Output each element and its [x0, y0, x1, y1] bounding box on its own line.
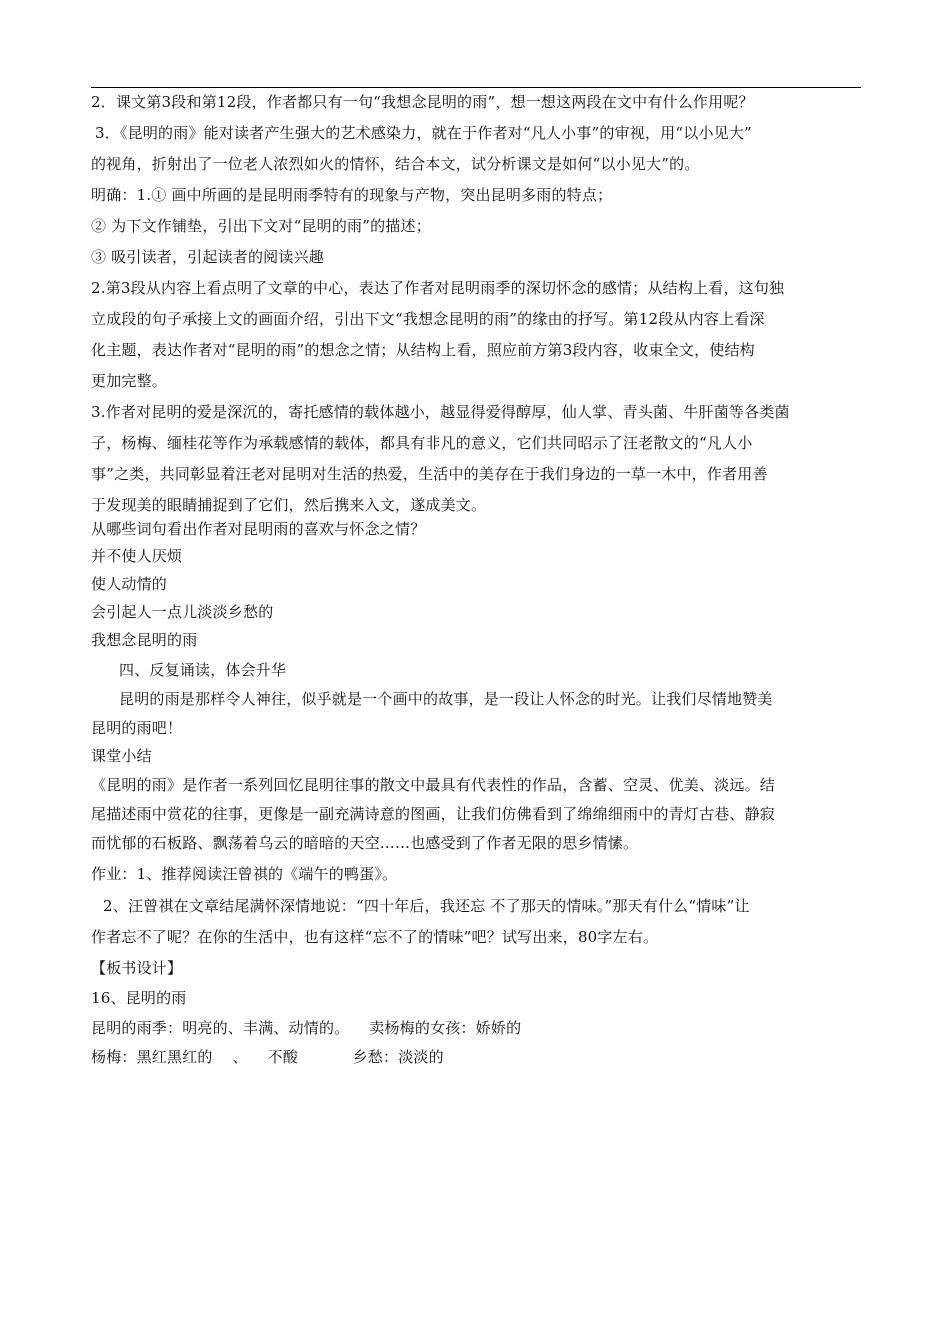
homework-2-line-2: 作者忘不了呢？在你的生活中，也有这样“忘不了的情味”吧？试写出来，80字左右。	[91, 928, 659, 946]
answer-3-line-1: 3.作者对昆明的爱是深沉的，寄托感情的载体越小，越显得爱得醇厚，仙人掌、青头菌、牛肝菌等各类菌	[91, 403, 790, 421]
homework-2-line-1: 2、汪曾祺在文章结尾满怀深情地说：“四十年后，我还忘 不了那天的情味。”那天有什么“情味”让	[103, 897, 750, 915]
board-design-heading: 【板书设计】	[91, 959, 183, 977]
answer-1-point-1: 明确：1.① 画中所画的是昆明雨季特有的现象与产物，突出昆明多雨的特点；	[91, 186, 613, 204]
phrase-3: 会引起人一点儿淡淡乡愁的	[91, 603, 274, 621]
question-3-line-1: 3．《昆明的雨》能对读者产生强大的艺术感染力，就在于作者对“凡人小事”的审视，用“以小见大”	[95, 124, 752, 142]
answer-2-line-2: 立成段的句子承接上文的画面介绍，引出下文“我想念昆明的雨”的缘由的抒写。第12段从内容上看深	[91, 310, 765, 328]
summary-line-1: 《昆明的雨》是作者一系列回忆昆明往事的散文中最具有代表性的作品，含蓄、空灵、优美、淡远。结	[91, 776, 776, 794]
answer-3-line-2: 子，杨梅、缅桂花等作为承载感情的载体，都具有非凡的意义，它们共同昭示了汪老散文的“凡人小	[91, 434, 753, 452]
summary-line-2: 尾描述雨中赏花的往事，更像是一副充满诗意的图画，让我们仿佛看到了绵绵细雨中的青灯古巷、静寂	[91, 805, 776, 823]
answer-3-line-3: 事”之类，共同彰显着汪老对昆明对生活的热爱，生活中的美存在于我们身边的一草一木中，作者用善	[91, 465, 768, 483]
answer-2-line-4: 更加完整。	[91, 372, 168, 390]
summary-line-3: 而忧郁的石板路、飘荡着乌云的暗暗的天空……也感受到了作者无限的思乡情愫。	[91, 834, 639, 852]
summary-heading: 课堂小结	[91, 747, 152, 765]
answer-2-line-3: 化主题，表达作者对“昆明的雨”的想念之情；从结构上看，照应前方第3段内容，收束全文，使结构	[91, 341, 755, 359]
board-title: 16、昆明的雨	[91, 989, 187, 1007]
homework-1: 作业：1、推荐阅读汪曾祺的《端午的鸭蛋》。	[91, 865, 398, 883]
question-phrases: 从哪些词句看出作者对昆明雨的喜欢与怀念之情？	[91, 520, 426, 538]
board-line-1: 昆明的雨季：明亮的、丰满、动情的。 卖杨梅的女孩：娇娇的	[91, 1019, 522, 1037]
answer-1-point-2: ② 为下文作铺垫，引出下文对“昆明的雨”的描述；	[91, 217, 431, 235]
question-3-line-2: 的视角，折射出了一位老人浓烈如火的情怀，结合本文，试分析课文是如何“以小见大”的。	[91, 155, 700, 173]
phrase-2: 使人动情的	[91, 575, 168, 593]
phrase-1: 并不使人厌烦	[91, 547, 183, 565]
section-4-heading: 四、反复诵读，体会升华	[119, 661, 287, 679]
section-4-text-line-1: 昆明的雨是那样令人神往，似乎就是一个画中的故事，是一段让人怀念的时光。让我们尽情地赞美	[119, 690, 773, 708]
question-2: 2．课文第3段和第12段，作者都只有一句“我想念昆明的雨”，想一想这两段在文中有什么作用呢？	[91, 93, 754, 111]
section-4-text-line-2: 昆明的雨吧！	[91, 719, 183, 737]
board-line-2: 杨梅：黑红黑红的 、 不酸 乡愁：淡淡的	[91, 1048, 444, 1066]
answer-1-point-3: ③ 吸引读者，引起读者的阅读兴趣	[91, 248, 324, 266]
phrase-4: 我想念昆明的雨	[91, 631, 198, 649]
answer-3-line-4: 于发现美的眼睛捕捉到了它们，然后携来入文，遂成美文。	[91, 496, 487, 514]
answer-2-line-1: 2.第3段从内容上看点明了文章的中心，表达了作者对昆明雨季的深切怀念的感情；从结构上看，这句独	[91, 279, 785, 297]
